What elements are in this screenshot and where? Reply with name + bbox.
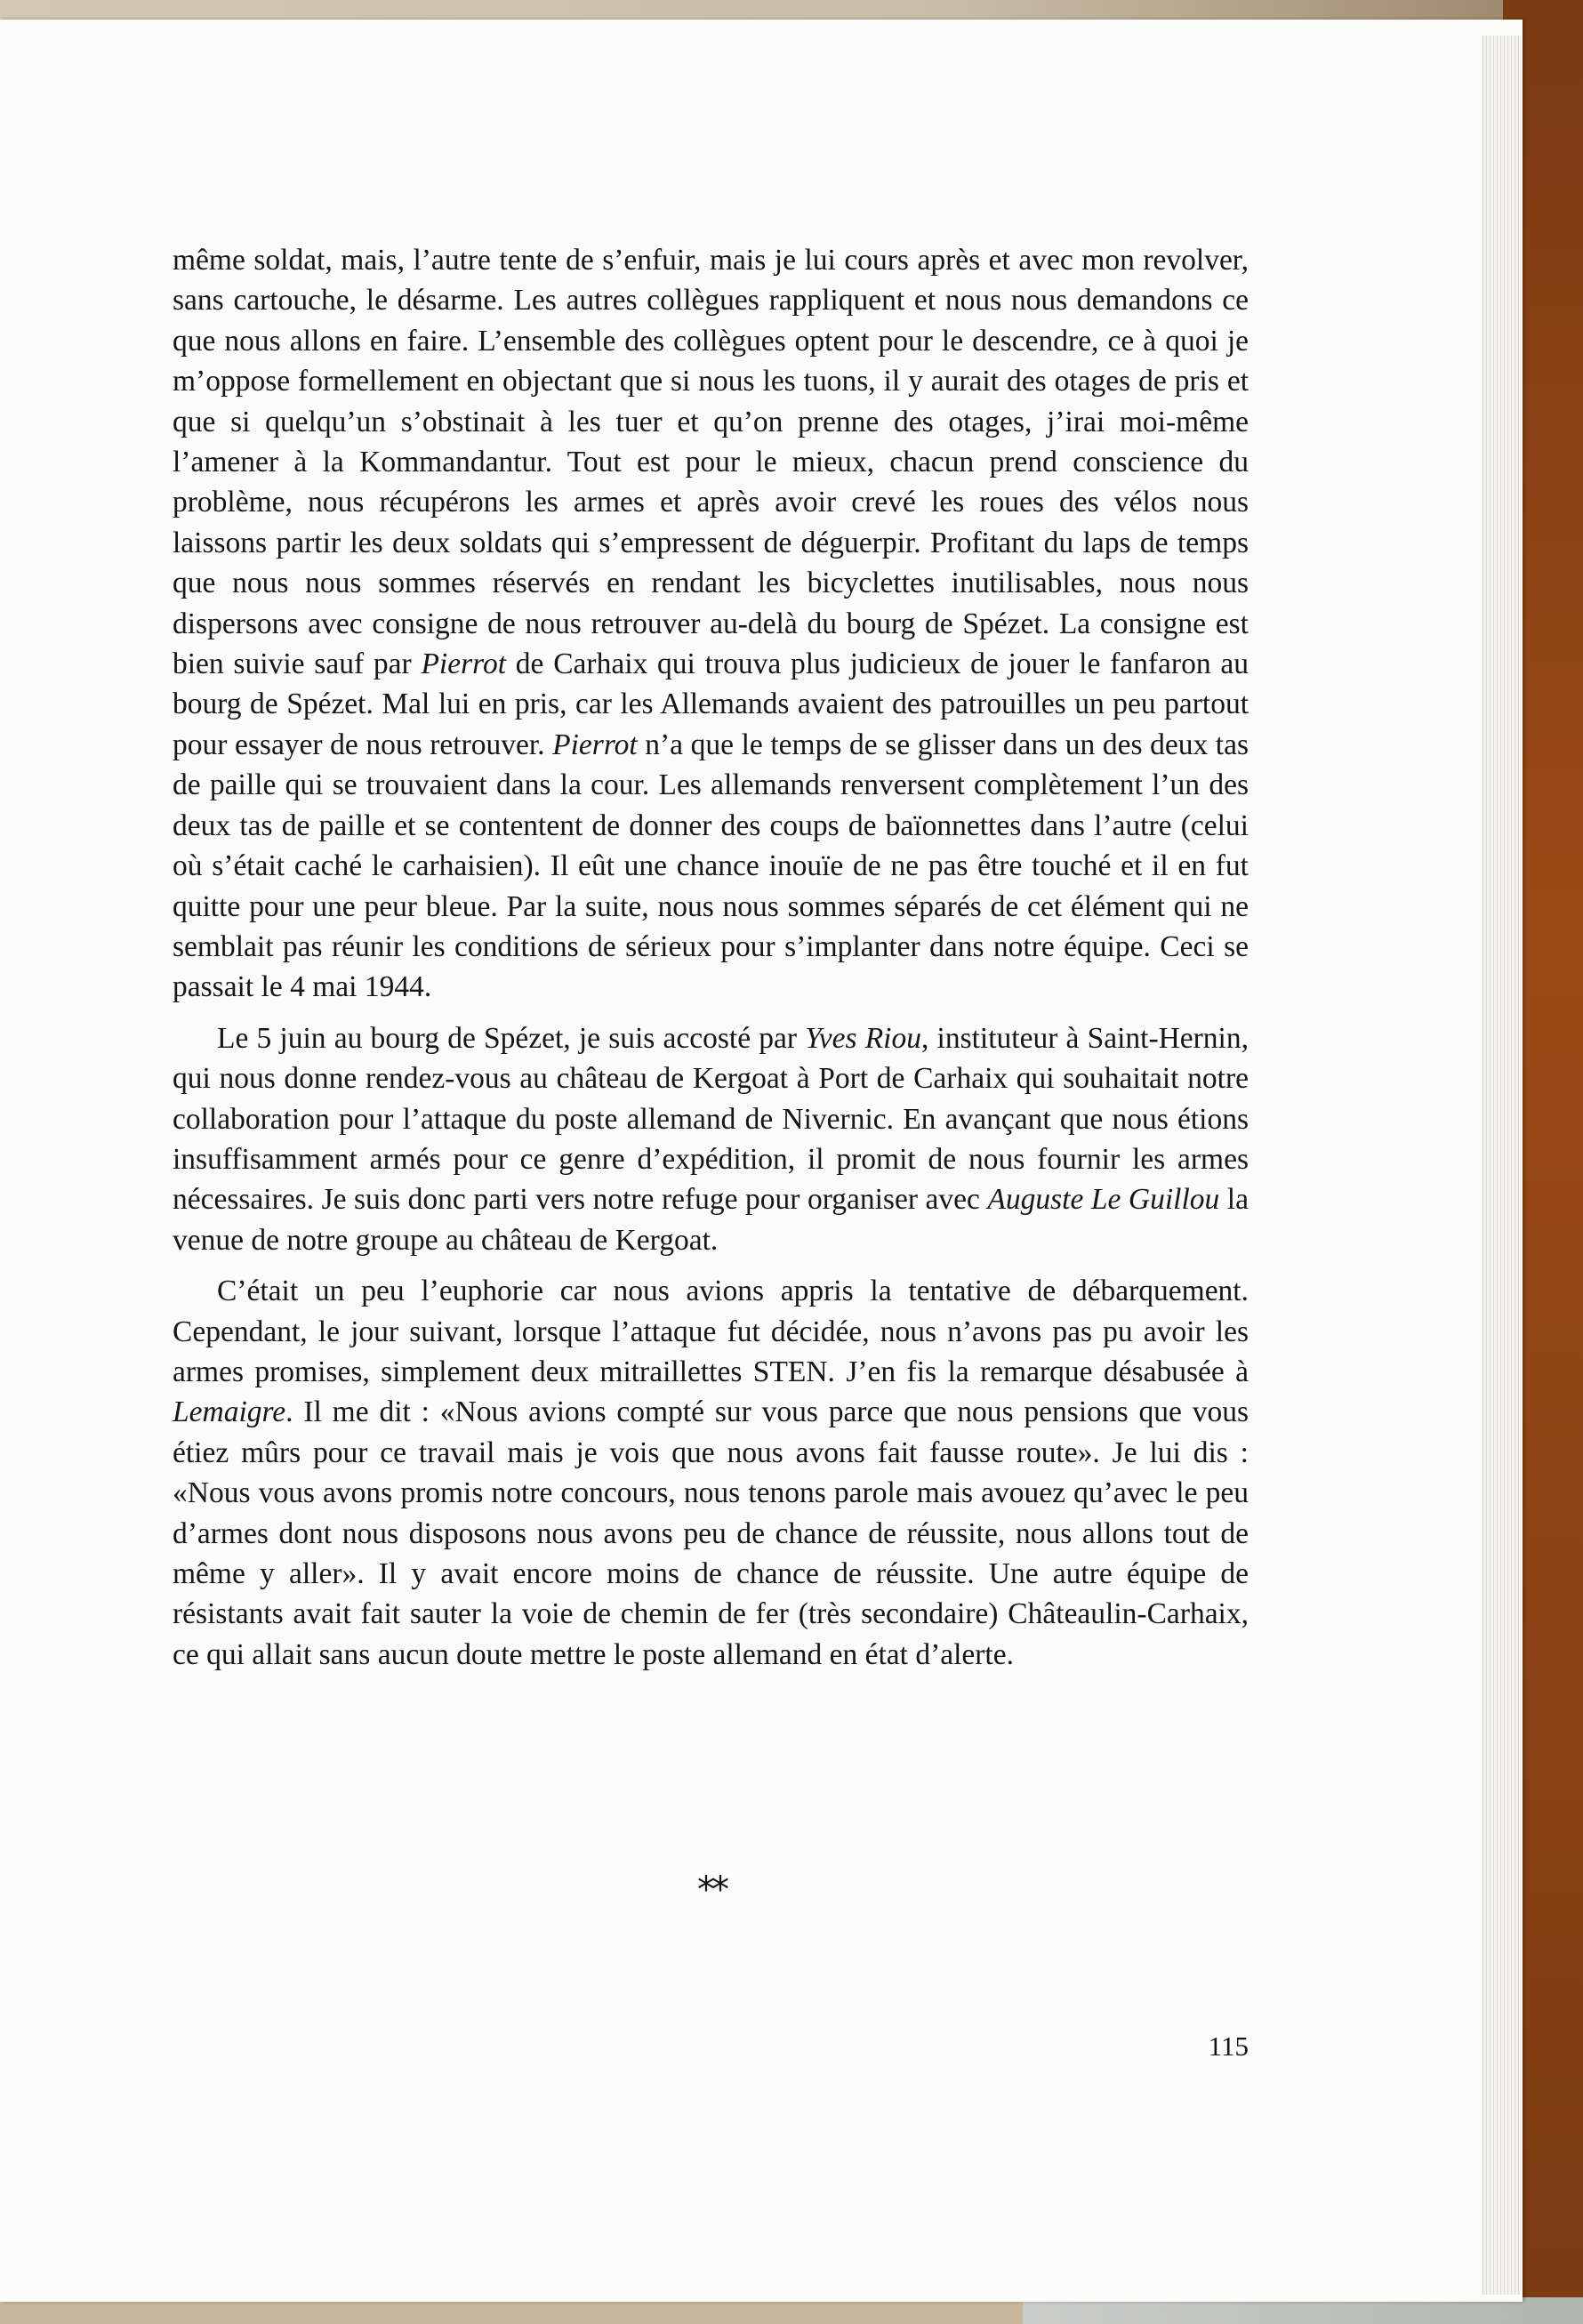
page-number: 115	[1208, 2030, 1249, 2062]
paragraph-text: Le 5 juin au bourg de Spézet, je suis accosté par	[217, 1021, 806, 1055]
name-yves-riou: Yves Riou	[805, 1021, 921, 1055]
paragraph-text: de Carhaix qui trouva plus judicieux de jouer le fanfaron au bourg de Spézet. Mal lui en pris, car les Allemands avaient des patrouilles un peu partout pour essayer de nous retrouver.	[173, 647, 1249, 761]
paragraph-text: même soldat, mais, l’autre tente de s’enfuir, mais je lui cours après et avec mon revolver, sans cartouche, le désarme. Les autres collègues rappliquent et nous nous demandons ce que nous allons en faire. L’ensemble des collègues optent pour le descendre, ce à quoi je m’oppose formellement en objectant que si nous les tuons, il y aurait des otages de pris et que si quelqu’un s’obstinait à les tuer et qu’on prenne des otages, j’irai moi-même l’amener à la Kommandantur. Tout est pour le mieux, chacun prend conscience du problème, nous récupérons les armes et après avoir crevé les roues des vélos nous laissons partir les deux soldats qui s’empressent de déguerpir. Profitant du laps de temps que nous nous sommes réservés en rendant les bicyclettes inutilisables, nous nous dispersons avec consigne de nous retrouver au-delà du bourg de Spézet. La consigne est bien suivie sauf par	[173, 244, 1249, 681]
name-pierrot: Pierrot	[552, 728, 638, 761]
name-auguste-le-guillou: Auguste Le Guillou	[987, 1183, 1220, 1217]
name-pierrot: Pierrot	[421, 647, 506, 681]
paragraph-text: , instituteur à Saint-Hernin, qui nous donne rendez-vous au château de Kergoat à Port de Carhaix qui souhaitait notre collaboration pour l’attaque du poste allemand de Nivernic. En avançant que nous étions insuffisamment armés pour ce genre d’expédition, il promit de nous fournir les armes nécessaires. Je suis donc parti vers notre refuge pour organiser avec	[173, 1021, 1249, 1217]
paragraph-text: C’était un peu l’euphorie car nous avions appris la tentative de débarquement. Cependant, le jour suivant, lorsque l’attaque fut décidée, nous n’avons pas pu avoir les armes promises, simplement deux mitraillettes STEN. J’en fis la remarque désabusée à	[173, 1275, 1249, 1388]
book-page	[0, 20, 1523, 2302]
page-edges	[1483, 36, 1521, 2295]
paragraph-2	[173, 1018, 1249, 1260]
name-lemaigre: Lemaigre	[173, 1395, 286, 1429]
paragraph-1	[173, 240, 1249, 1008]
body-text	[173, 240, 1249, 1675]
section-separator: **	[697, 1870, 726, 1910]
paragraph-text: n’a que le temps de se glisser dans un des deux tas de paille qui se trouvaient dans la cour. Les allemands renversent complètement l’un des deux tas de paille et se contentent de donner des coups de baïonnettes dans l’autre (celui où s’était caché le carhaisien). Il eût une chance inouïe de ne pas être touché et il en fut quitte pour une peur bleue. Par la suite, nous nous sommes séparés de cet élément qui ne semblait pas réunir les conditions de sérieux pour s’implanter dans notre équipe. Ceci se passait le 4 mai 1944.	[173, 728, 1250, 1004]
paragraph-text: la venue de notre groupe au château de Kergoat.	[173, 1183, 1249, 1257]
paragraph-3	[173, 1271, 1249, 1675]
paragraph-text: . Il me dit : «Nous avions compté sur vous parce que nous pensions que vous étiez mûrs pour ce travail mais je vois que nous avons fait fausse route». Je lui dis : «Nous vous avons promis notre concours, nous tenons parole mais avouez qu’avec le peu d’armes dont nous disposons nous avons peu de chance de réussite, nous allons tout de même y aller». Il y avait encore moins de chance de réussite. Une autre équipe de résistants avait fait sauter la voie de chemin de fer (très secondaire) Châteaulin-Carhaix, ce qui allait sans aucun doute mettre le poste allemand en état d’alerte.	[173, 1395, 1249, 1671]
